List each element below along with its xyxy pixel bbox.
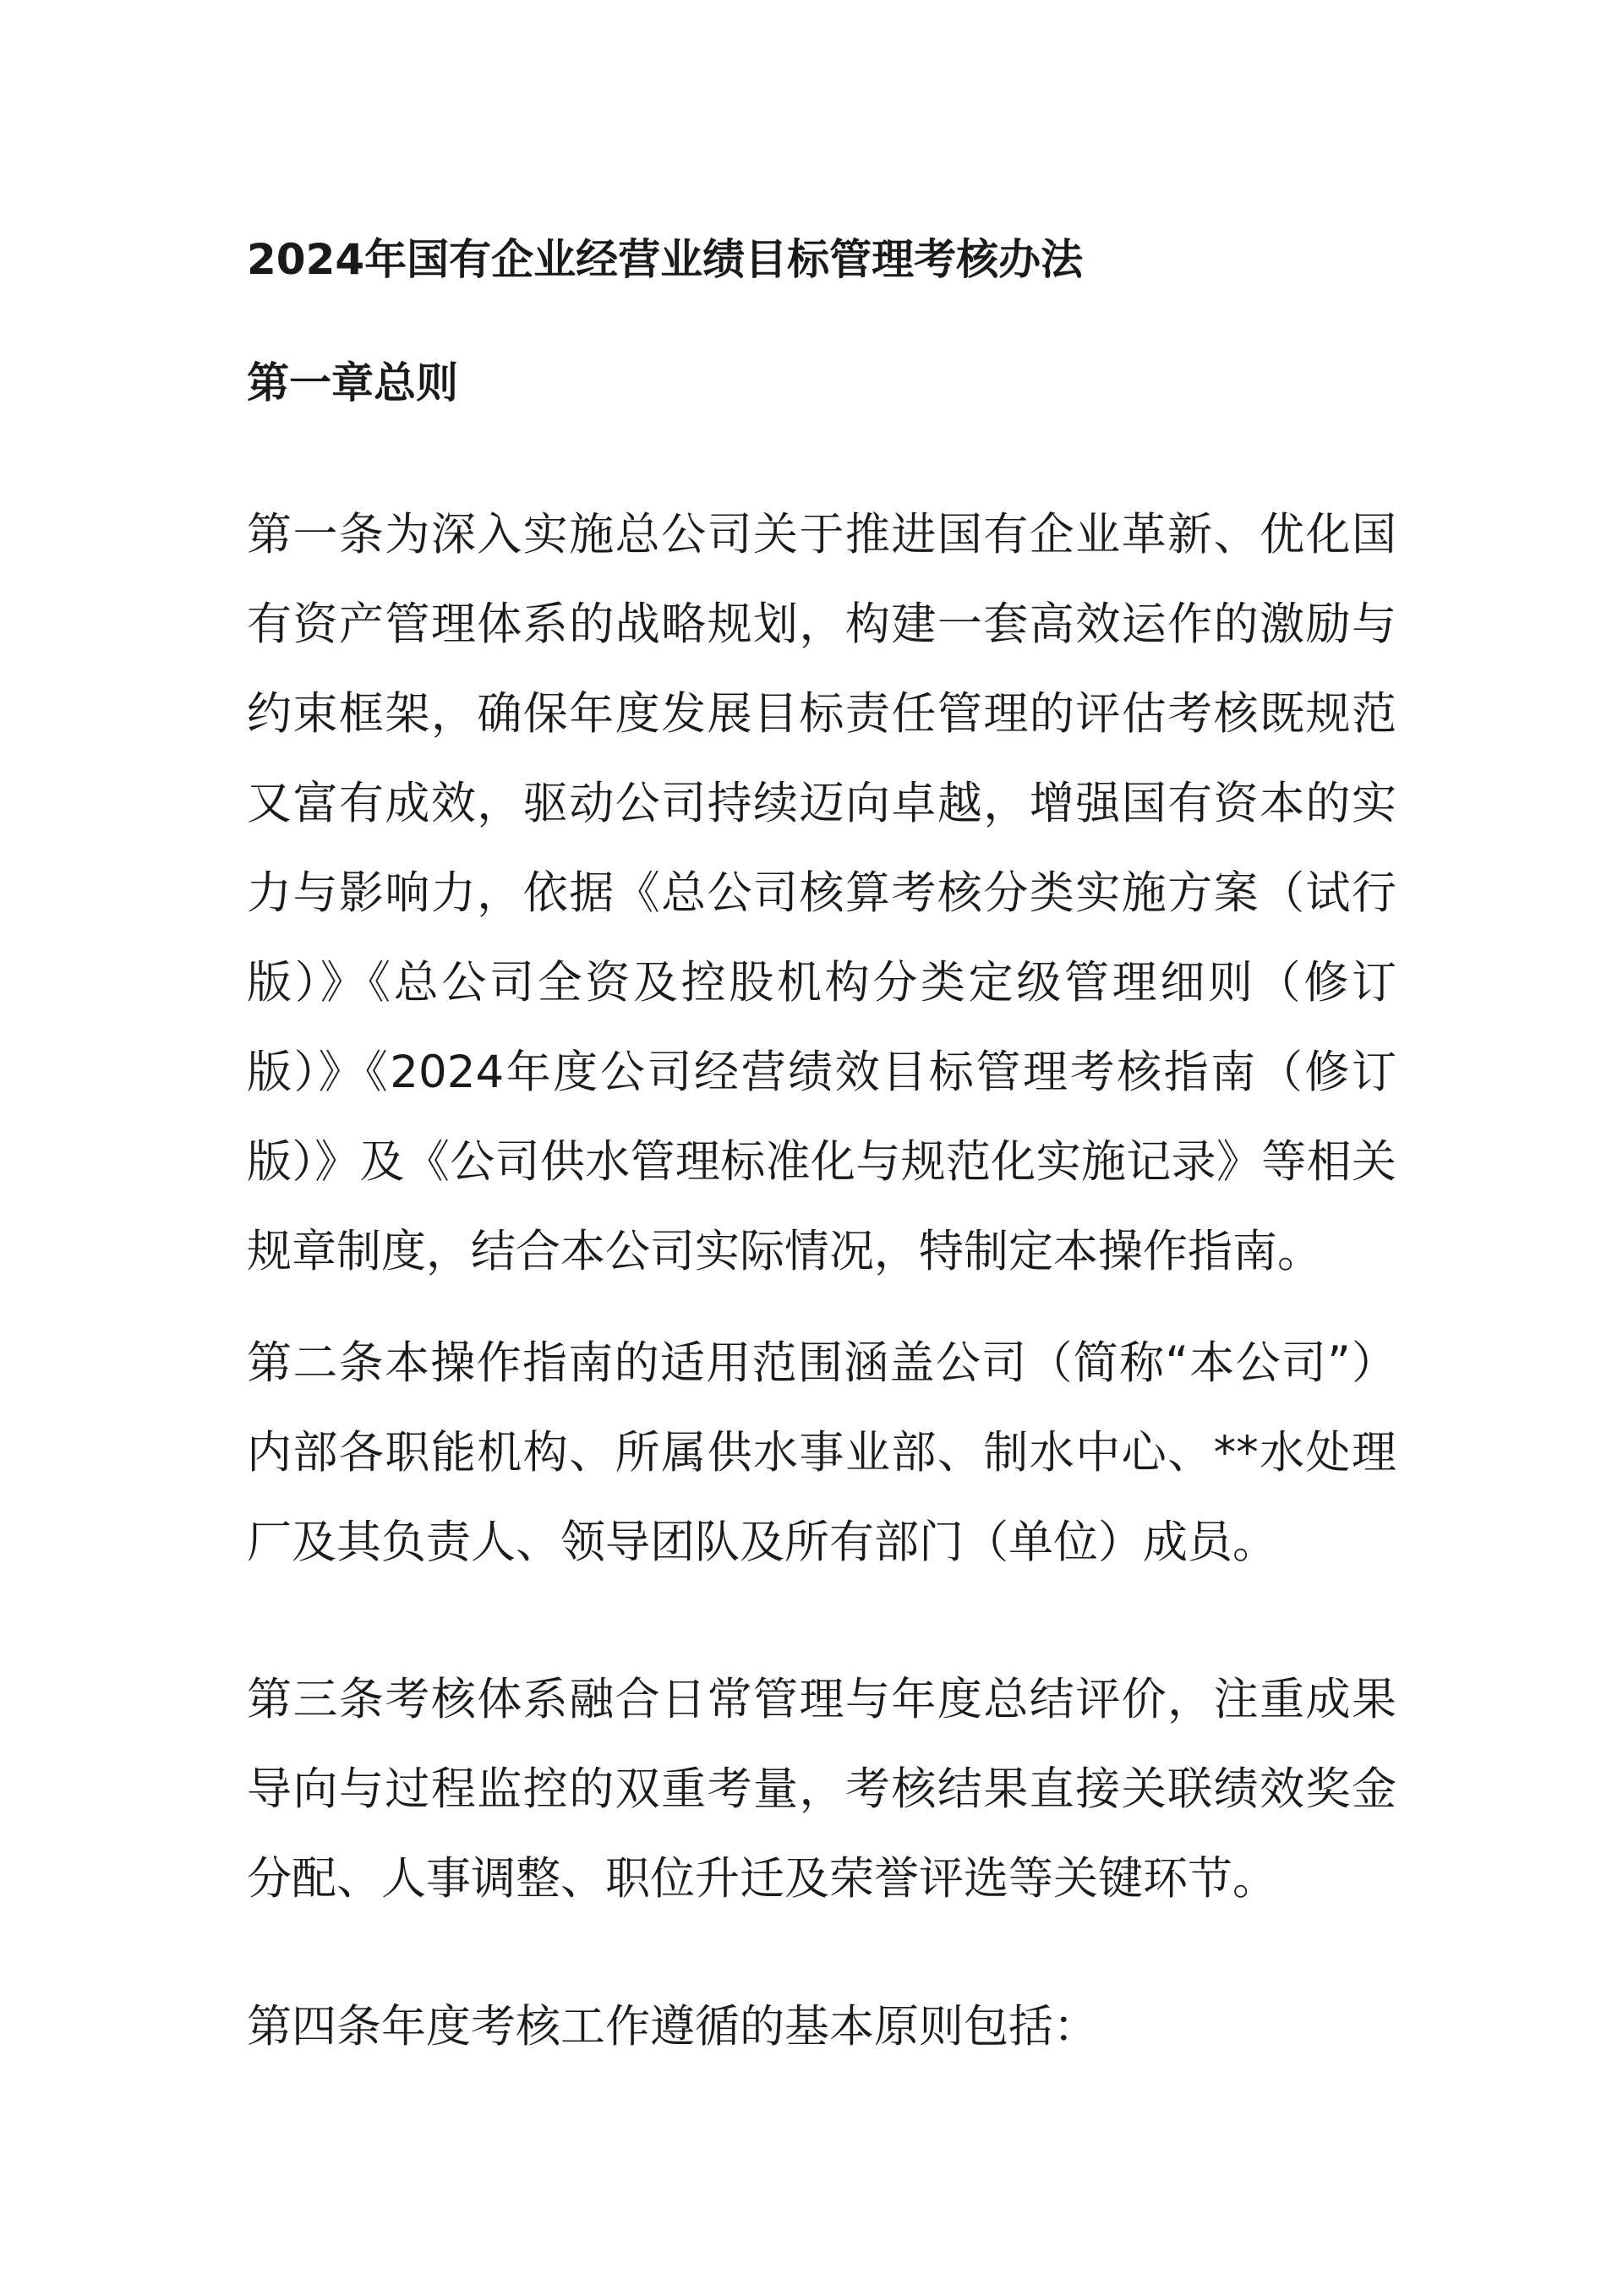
article-2-paragraph: 第二条本操作指南的适用范围涵盖公司（简称“本公司”）内部各职能机构、所属供水事业部、制水中心、**水处理厂及其负责人、领导团队及所有部门（单位）成员。	[247, 1337, 1396, 1568]
document-title: 2024年国有企业经营业绩目标管理考核办法	[247, 235, 1084, 284]
article-1-paragraph: 第一条为深入实施总公司关于推进国有企业革新、优化国有资产管理体系的战略规划，构建一套高效运作的激励与约束框架，确保年度发展目标责任管理的评估考核既规范又富有成效，驱动公司持续迈向卓越，增强国有资本的实力与影响力，依据《总公司核算考核分类实施方案（试行版）》《总公司全资及控股机构分类定级管理细则（修订版）》《2024年度公司经营绩效目标管理考核指南（修订版）》及《公司供水管理标准化与规范化实施记录》等相关规章制度，结合本公司实际情况，特制定本操作指南。	[247, 509, 1396, 1277]
article-3-paragraph: 第三条考核体系融合日常管理与年度总结评价，注重成果导向与过程监控的双重考量，考核结果直接关联绩效奖金分配、人事调整、职位升迁及荣誉评选等关键环节。	[247, 1674, 1396, 1905]
article-4-paragraph: 第四条年度考核工作遵循的基本原则包括：	[247, 2001, 1098, 2053]
chapter-heading: 第一章总则	[247, 358, 458, 407]
